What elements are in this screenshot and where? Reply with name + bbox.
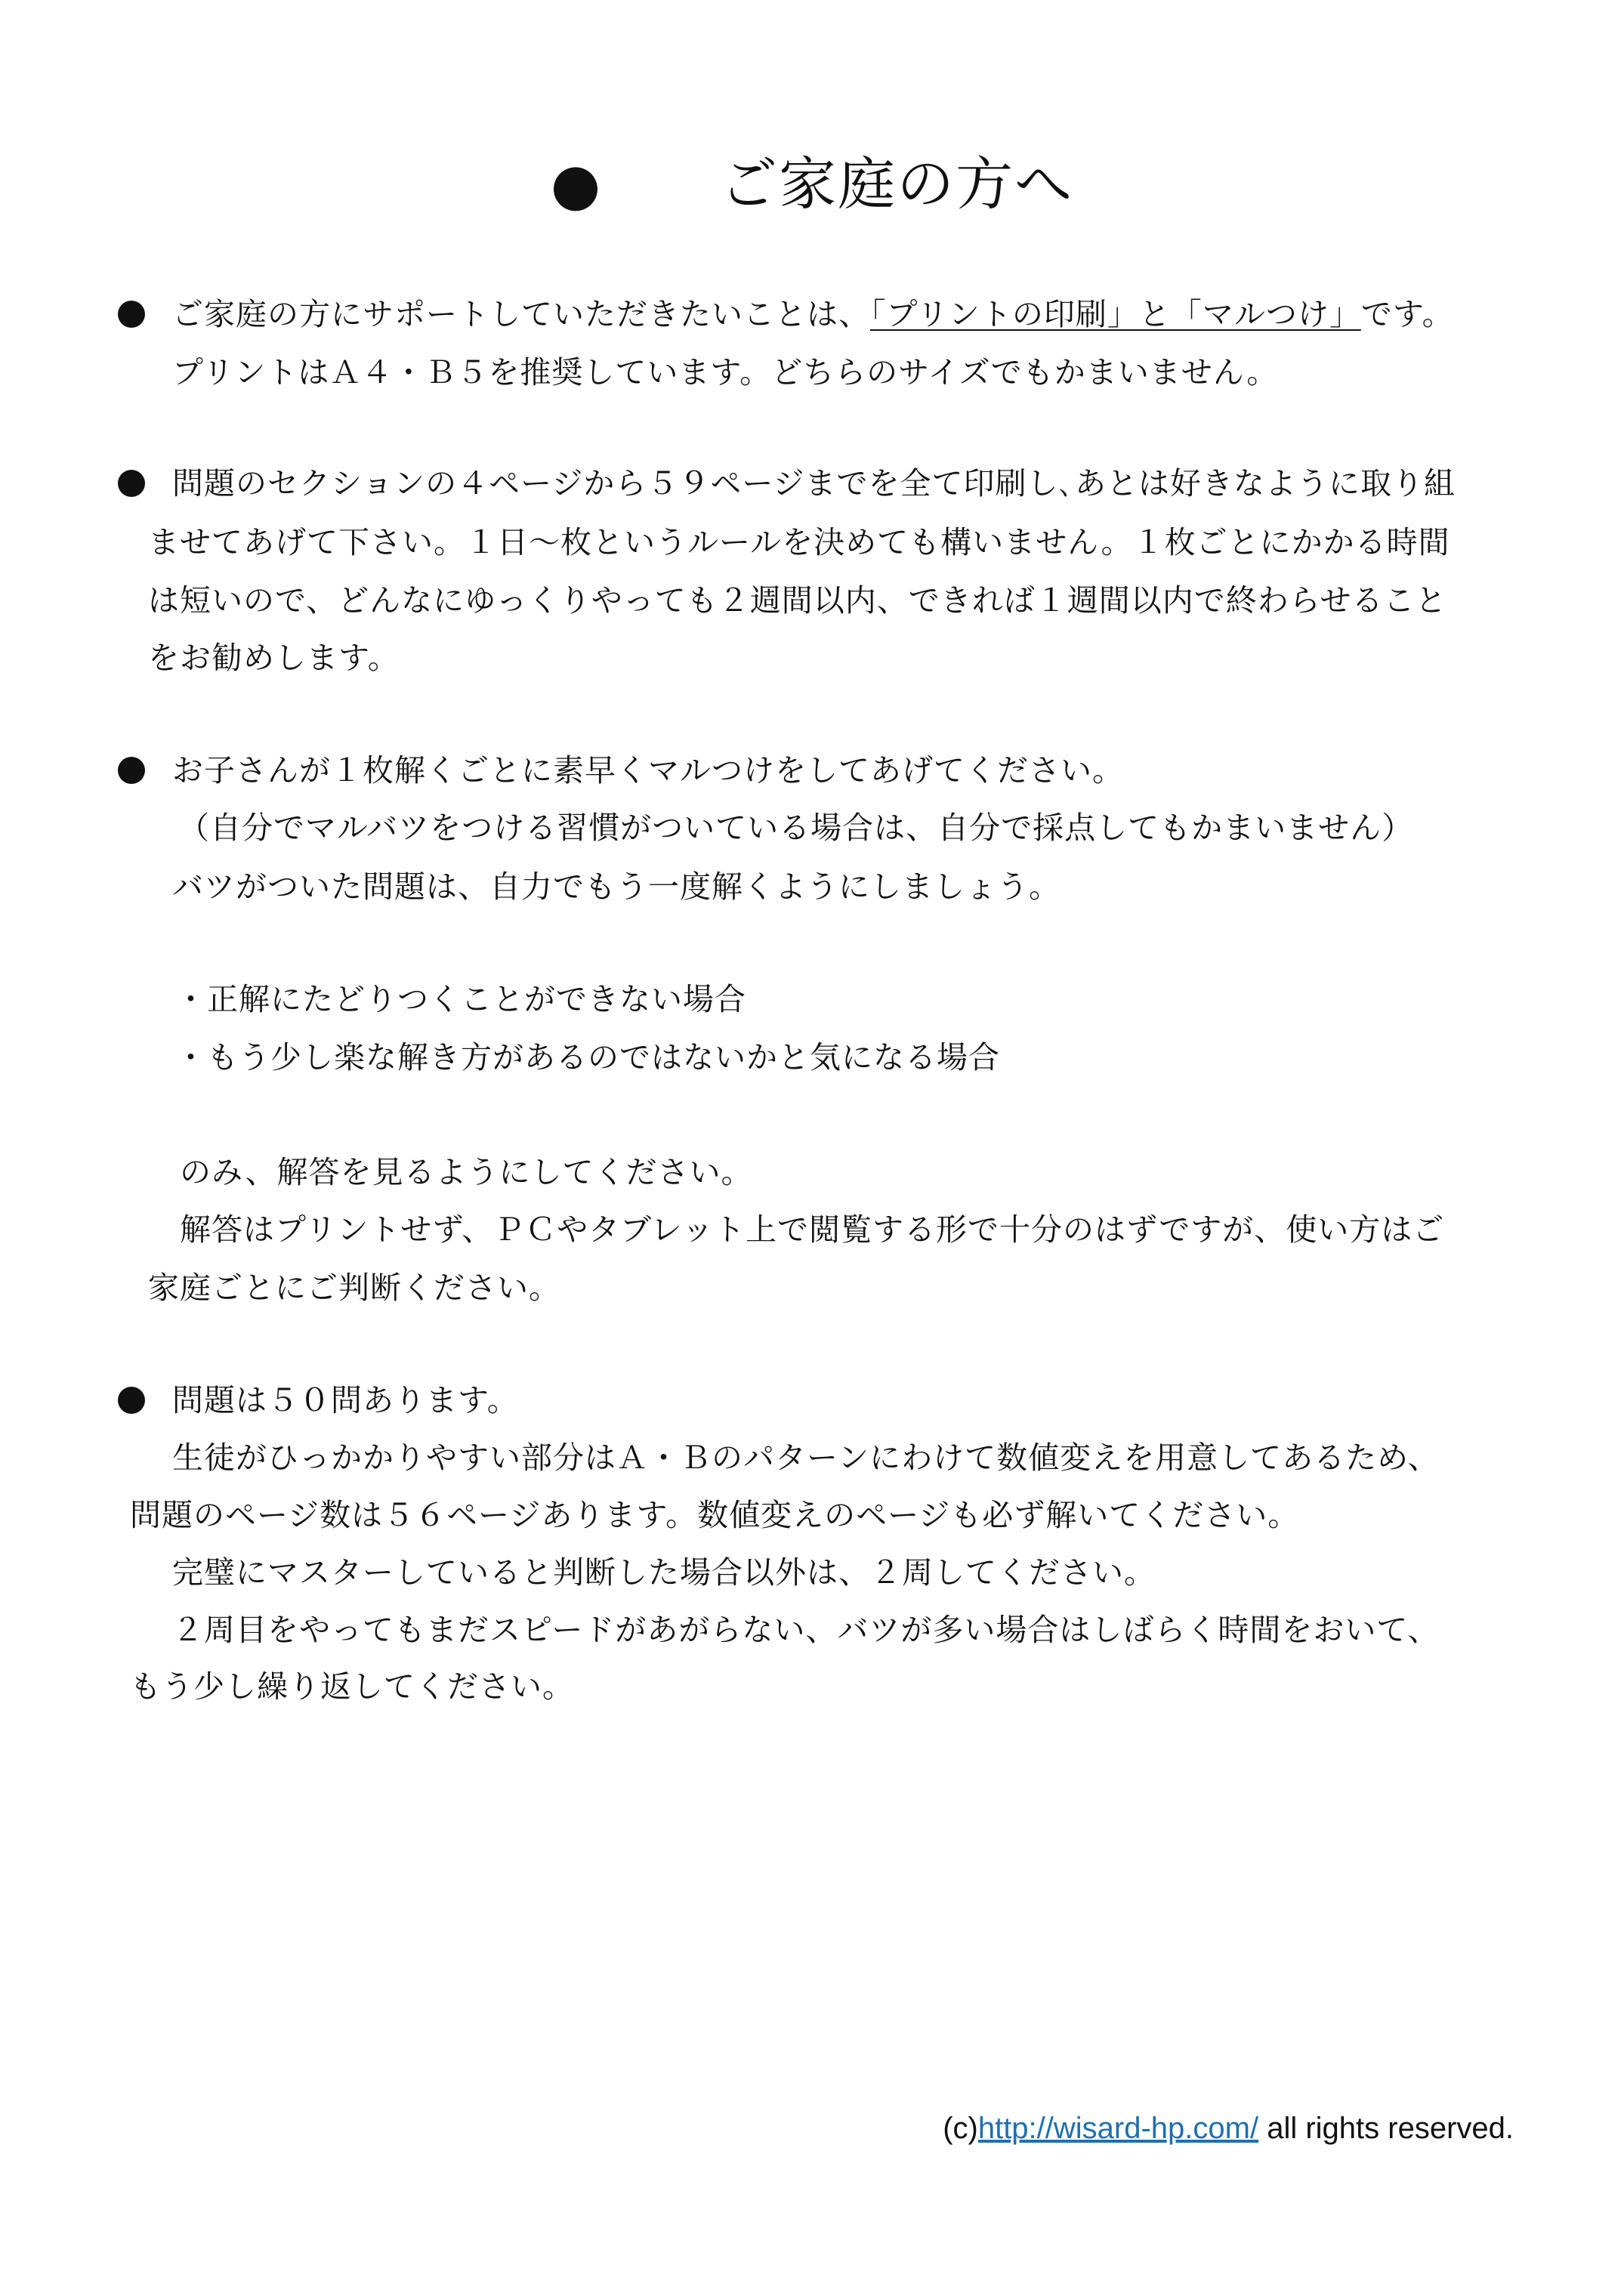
bullet-icon [118,757,145,784]
bullet-icon [118,1387,145,1414]
section4-line3: 問題のページ数は５６ページあります。数値変えのページも必ず解いてください。 [130,1497,1300,1533]
copyright-suffix: all rights reserved. [1258,2112,1514,2145]
section3-line3: バツがついた問題は、自力でもう一度解くようにしましょう。 [172,869,1061,905]
section1-emphasis: 「プリントの印刷」と「マルつけ」 [870,296,1361,332]
section1-text-end: です。 [1360,296,1454,332]
section4-line1: 問題は５０問あります。 [172,1382,519,1418]
bullet-icon [118,470,145,497]
page-title: ● ご家庭の方へ [550,150,1074,218]
copyright-footer [943,2112,1514,2146]
section3-line8: 家庭ごとにご判断ください。 [148,1270,560,1306]
section2-line1: 問題のセクションの４ページから５９ページまでを全て印刷し､あとは好きなように取り組 [172,465,1456,501]
website-link[interactable]: http://wisard-hp.com/ [977,2112,1259,2145]
section4-line4: 完璧にマスターしていると判断した場合以外は、２周してください。 [172,1554,1156,1591]
section2-line2: ませてあげて下さい。１日～枚というルールを決めても構いません。１枚ごとにかかる時間 [148,524,1450,560]
section1-text: ご家庭の方にサポートしていただきたいことは、 [172,296,870,332]
section3-case1: ・正解にたどりつくことができない場合 [175,981,746,1017]
bullet-icon [118,301,145,328]
section1-line1 [172,293,1454,335]
section2-line4: をお勧めします。 [148,640,400,676]
section2-line3: は短いので、どんなにゆっくりやっても２週間以内、できれば１週間以内で終わらせること [148,582,1447,619]
copyright-prefix: (c) [943,2112,978,2145]
section3-case2: ・もう少し楽な解き方があるのではないかと気になる場合 [175,1039,1000,1076]
section3-line2: （自分でマルバツをつける習慣がついている場合は、自分で採点してもかまいません） [178,810,1414,846]
section3-line7: 解答はプリントせず、ＰＣやタブレット上で閲覧する形で十分のはずですが、使い方はご [180,1211,1445,1248]
section4-line5: ２周目をやってもまだスピードがあがらない、バツが多い場合はしばらく時間をおいて、 [172,1612,1440,1648]
section1-line2: プリントはＡ４・Ｂ５を推奨しています。どちらのサイズでもかまいません。 [172,354,1279,390]
section4-line2: 生徒がひっかかりやすい部分はＡ・Ｂのパターンにわけて数値変えを用意してあるため、 [172,1440,1440,1476]
section4-line6: もう少し繰り返してください。 [130,1668,574,1705]
section3-line6: のみ、解答を見るようにしてください。 [180,1154,753,1190]
section3-line1: お子さんが１枚解くごとに素早くマルつけをしてあげてください。 [172,752,1124,789]
